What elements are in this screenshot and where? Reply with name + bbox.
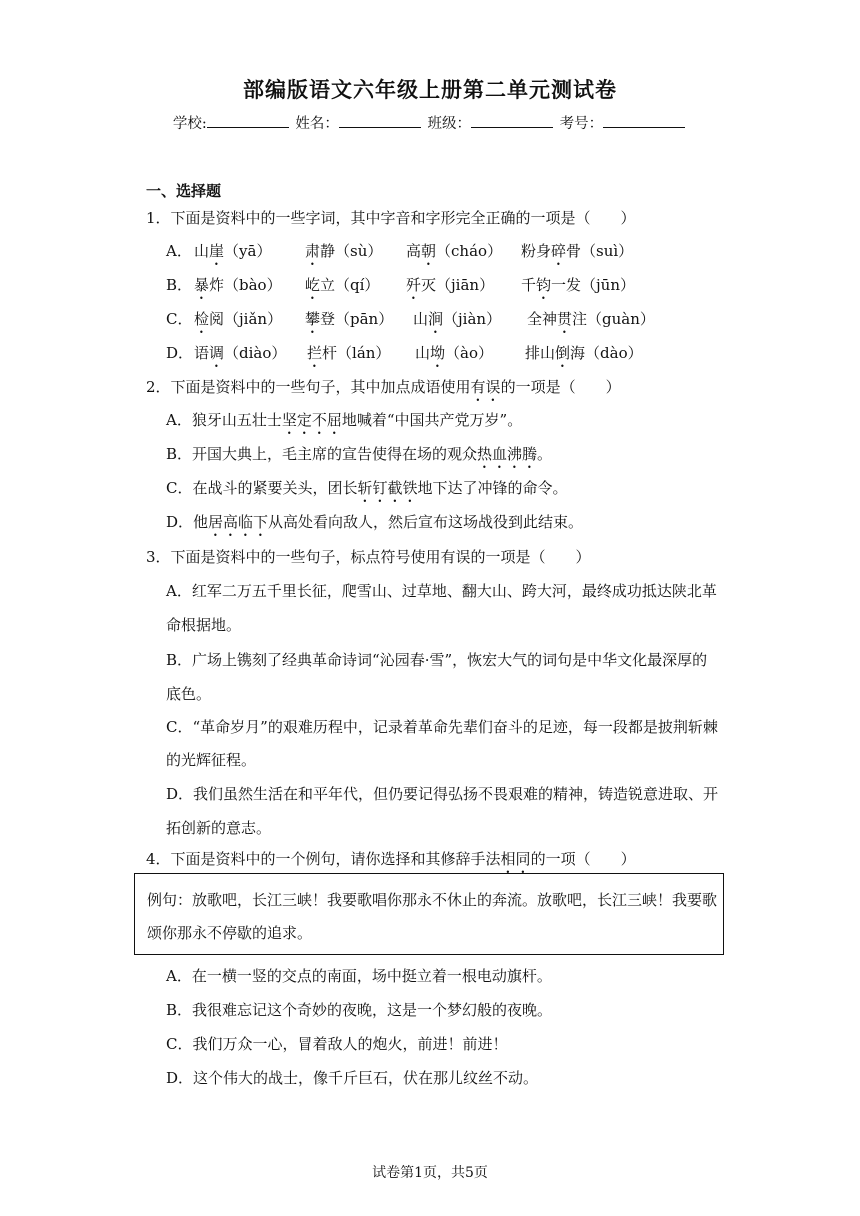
word-item: 高朝（cháo） (406, 242, 503, 260)
q3-option-d-line1: D．我们虽然生活在和平年代，但仍要记得弘扬不畏艰难的精神，铸造锐意进取、开 (166, 785, 719, 803)
name-label: 姓名： (295, 116, 339, 132)
exam-number-blank (603, 113, 685, 128)
class-blank (471, 113, 553, 128)
word-item: 屹立（qí） (305, 276, 380, 294)
option-letter: A． (166, 242, 192, 260)
q2-option-c: C．在战斗的紧要关头，团长斩钉截铁地下达了冲锋的命令。 (166, 479, 568, 497)
example-sentence-box (134, 873, 724, 955)
question-4-stem: 4．下面是资料中的一个例句，请你选择和其修辞手法相同的一项（ ） (146, 850, 636, 868)
q1-option-c (166, 308, 655, 337)
page-title: 部编版语文六年级上册第二单元测试卷 (243, 78, 617, 102)
q4-option-d: D．这个伟大的战士，像千斤巨石，伏在那儿纹丝不动。 (166, 1069, 539, 1087)
q1-option-a (166, 240, 633, 269)
question-3-stem: 3．下面是资料中的一些句子，标点符号使用有误的一项是（ ） (146, 548, 591, 566)
example-line-2: 颂你那永不停歇的追求。 (147, 924, 313, 942)
q4-option-c: C．我们万众一心，冒着敌人的炮火，前进！前进！ (166, 1035, 508, 1053)
word-item: 肃静（sù） (305, 242, 383, 260)
q3-option-d-line2: 拓创新的意志。 (166, 819, 272, 837)
q2-option-d: D．他居高临下从高处看向敌人，然后宣布这场战役到此结束。 (166, 513, 584, 531)
word-item: 排山倒海（dào） (525, 344, 643, 362)
word-item: 粉身碎骨（suì） (521, 242, 634, 260)
q2-option-a: A．狼牙山五壮士坚定不屈地喊着“中国共产党万岁”。 (166, 411, 523, 429)
word-item: 检阅（jiǎn） (194, 310, 283, 328)
school-label: 学校: (172, 116, 207, 132)
example-line-1: 例句：放歌吧，长江三峡！我要歌唱你那永不休止的奔流。放歌吧，长江三峡！我要歌 (147, 891, 718, 909)
word-item: 山坳（ào） (415, 344, 494, 362)
q1-option-b (166, 274, 635, 303)
page-footer: 试卷第1页，共5页 (372, 1165, 488, 1181)
student-info-row (0, 112, 860, 133)
school-blank (207, 113, 289, 128)
q3-option-a-line1: A．红军二万五千里长征，爬雪山、过草地、翻大山、跨大河，最终成功抵达陕北革 (166, 582, 717, 600)
word-item: 暴炸（bào） (194, 276, 282, 294)
q3-option-a-line2: 命根据地。 (166, 616, 242, 634)
name-blank (339, 113, 421, 128)
option-letter: B． (166, 276, 193, 294)
word-item: 拦杆（lán） (307, 344, 391, 362)
q3-option-c-line1: C．“革命岁月”的艰难历程中，记录着革命先辈们奋斗的足迹，每一段都是披荆斩棘 (166, 718, 718, 736)
q3-option-b-line1: B．广场上镌刻了经典革命诗词“沁园春·雪”，恢宏大气的词句是中华文化最深厚的 (166, 651, 708, 669)
class-label: 班级： (427, 116, 471, 132)
exam-number-label: 考号： (559, 116, 604, 132)
word-item: 攀登（pān） (305, 310, 394, 328)
word-item: 山崖（yā） (194, 242, 272, 260)
q3-option-b-line2: 底色。 (166, 685, 212, 703)
q4-option-b: B．我很难忘记这个奇妙的夜晚，这是一个梦幻般的夜晚。 (166, 1001, 553, 1019)
option-letter: C． (166, 310, 193, 328)
q4-option-a: A．在一横一竖的交点的南面，场中挺立着一根电动旗杆。 (166, 967, 552, 985)
q1-option-d (166, 342, 643, 371)
word-item: 全神贯注（guàn） (527, 310, 655, 328)
word-item: 山涧（jiàn） (413, 310, 502, 328)
word-item: 千钧一发（jūn） (521, 276, 636, 294)
option-letter: D． (166, 344, 194, 362)
word-item: 语调（diào） (194, 344, 287, 362)
question-1-stem: 1．下面是资料中的一些字词，其中字音和字形完全正确的一项是（ ） (146, 209, 636, 227)
section-heading: 一、选择题 (146, 182, 222, 200)
q2-option-b: B．开国大典上，毛主席的宣告使得在场的观众热血沸腾。 (166, 445, 553, 463)
question-2-stem: 2．下面是资料中的一些句子，其中加点成语使用有误的一项是（ ） (146, 378, 621, 396)
q3-option-c-line2: 的光辉征程。 (166, 751, 257, 769)
word-item: 歼灭（jiān） (406, 276, 495, 294)
